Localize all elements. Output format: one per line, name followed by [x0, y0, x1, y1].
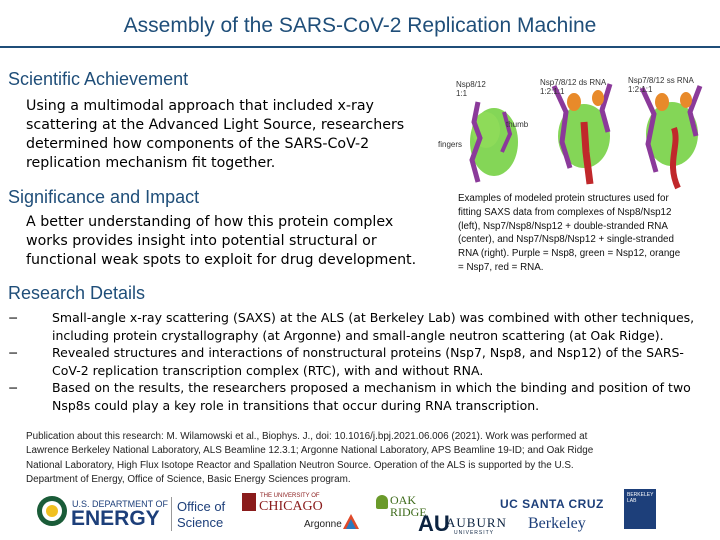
office-line1: Office of — [177, 499, 226, 514]
oakridge-line1: OAK — [390, 493, 416, 507]
uchicago-text: CHICAGO — [259, 499, 323, 514]
doe-seal-icon — [36, 495, 68, 527]
structure-nsp7-8-12-ssrna — [642, 86, 700, 188]
auburn-small-text: UNIVERSITY — [454, 530, 495, 536]
achievement-line: Using a multimodal approach that included x-ray — [26, 98, 374, 114]
figure-caption: Examples of modeled protein structures used for fitting SAXS data from complexes of Nsp8/Nsp12 (left), Nsp7/Nsp8/Nsp12 + double-stranded RNA (center), and Nsp7/Nsp8/Nsp12 + single-stranded RNA (right). Purple = Nsp8, green = Nsp12, orange = Nsp7, red = RNA. — [458, 193, 681, 273]
achievement-line: replication mechanism fit together. — [26, 155, 276, 171]
ucsc-text: UC SANTA CRUZ — [500, 497, 604, 511]
uchicago-small-text: THE UNIVERSITY OF — [260, 493, 320, 499]
berkeley-lab-logo — [624, 489, 656, 529]
oakridge-leaf-icon — [376, 495, 388, 509]
details-bullet: − Small-angle x-ray scattering (SAXS) at the ALS (at Berkeley Lab) was combined with other techniques, including protein crystallography (at Argonne) and small-angle neutron scattering (at Oak Ridge). — [8, 310, 695, 343]
achievement-line: determined how components of the SARS-CoV-2 — [26, 136, 370, 152]
publication-note: Publication about this research: M. Wilamowski et al., Biophys. J., doi: 10.1016/j.bpj.2021.06.006 (2021). Work was performed at Lawrence Berkeley National Laboratory, ALS Beamline 12.3.1; Argonne National Laboratory, APS Beamline 19-ID; and Oak Ridge National Laboratory, High Flux Isotope Reactor and Spallation Neutron Source. Operation of the ALS is supported by the U.S. Department of Energy, Office of Science, Basic Energy Sciences program. — [26, 431, 594, 486]
uchicago-shield-icon — [242, 493, 256, 511]
details-bullet-list — [8, 309, 714, 415]
details-bullet: − Based on the results, the researchers proposed a mechanism in which the binding and position of two Nsp8s could play a key role in transitions that occur during RNA transcription. — [8, 380, 691, 413]
structure-nsp8-12 — [470, 102, 518, 182]
title-bar — [0, 0, 720, 48]
fingers-annotation: fingers — [438, 140, 463, 149]
panel-label-3: Nsp7/8/12 ss RNA 1:2:1:1 — [628, 76, 694, 94]
doe-divider — [171, 497, 172, 531]
auburn-au-icon: AU — [418, 511, 450, 536]
bullet-dash: − — [8, 345, 19, 361]
office-line2: Science — [177, 515, 224, 530]
argonne-logo-icon — [342, 513, 360, 531]
structure-nsp7-8-12-dsrna — [554, 84, 610, 184]
bullet-dash: − — [8, 380, 19, 396]
berkeley-text: Berkeley — [528, 515, 586, 532]
significance-heading: Significance and Impact — [8, 187, 200, 207]
sponsor-footer — [0, 487, 720, 540]
achievement-heading: Scientific Achievement — [8, 69, 189, 89]
details-heading: Research Details — [8, 283, 146, 303]
achievement-text — [26, 97, 404, 173]
achievement-line: scattering at the Advanced Light Source, researchers — [26, 117, 405, 133]
thumb-annotation: thumb — [506, 120, 529, 129]
berkeley-lab-text: BERKELEY LAB — [627, 492, 654, 504]
auburn-text: AUBURN — [446, 515, 507, 530]
details-bullet: − Revealed structures and interactions of nonstructural proteins (Nsp7, Nsp8, and Nsp12) of the SARS- CoV-2 replication transcription complex (RTC), with and without RNA. — [8, 345, 684, 378]
slide-title: Assembly of the SARS-CoV-2 Replication Machine — [123, 14, 597, 37]
panel-label-2: Nsp7/8/12 ds RNA 1:2:1:1 — [540, 78, 607, 96]
protein-structure-figure — [434, 72, 716, 190]
argonne-text: Argonne — [304, 519, 342, 530]
bullet-dash: − — [8, 310, 19, 325]
significance-line: works provides insight into potential structural or — [26, 233, 377, 249]
significance-line: A better understanding of how this protein complex — [26, 214, 394, 230]
panel-label-1: Nsp8/12 1:1 — [456, 80, 486, 98]
significance-line: functional weak spots to exploit for drug development. — [26, 252, 417, 268]
oakridge-line2: RIDGE — [390, 505, 427, 519]
doe-small-text: U.S. DEPARTMENT OF — [72, 499, 169, 509]
significance-text — [26, 213, 416, 270]
doe-energy-text: ENERGY — [71, 507, 160, 530]
